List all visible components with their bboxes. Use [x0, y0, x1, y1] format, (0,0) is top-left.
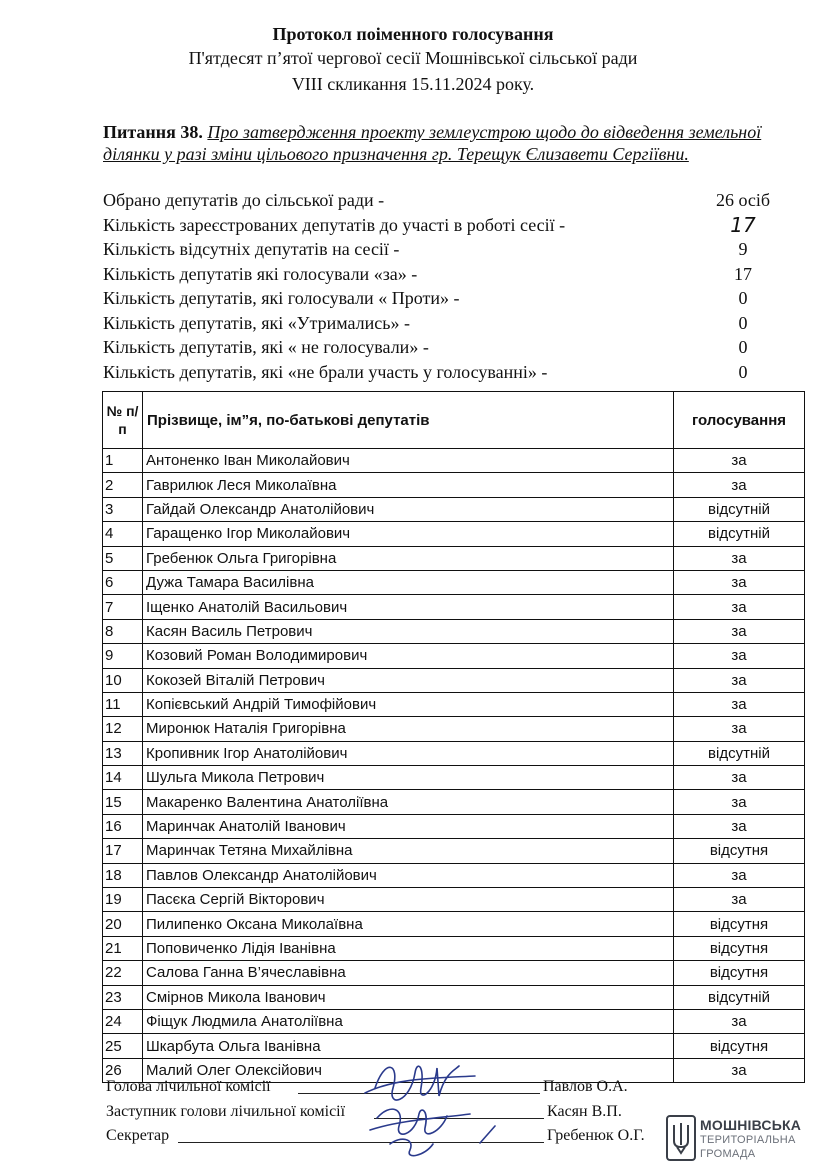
- stat-row: [103, 262, 783, 287]
- row-number: 22: [103, 961, 143, 985]
- deputy-name: Кропивник Ігор Анатолійович: [143, 741, 674, 765]
- stat-label: Кількість відсутніх депутатів на сесії -: [103, 239, 400, 259]
- table-row: [103, 497, 805, 521]
- table-row: [103, 717, 805, 741]
- deputy-name: Малий Олег Олексійович: [143, 1058, 674, 1082]
- deputy-name: Антоненко Іван Миколайович: [143, 449, 674, 473]
- table-row: [103, 692, 805, 716]
- table-row: [103, 741, 805, 765]
- signature-role: Секретар: [106, 1127, 170, 1144]
- deputy-name: Козовий Роман Володимирович: [143, 644, 674, 668]
- vote-result: відсутній: [674, 522, 805, 546]
- row-number: 13: [103, 741, 143, 765]
- vote-result: відсутня: [674, 1034, 805, 1058]
- vote-result: за: [674, 449, 805, 473]
- table-row: [103, 644, 805, 668]
- row-number: 17: [103, 839, 143, 863]
- stat-label: Кількість зареєстрованих депутатів до участі в роботі сесії -: [103, 214, 566, 235]
- deputy-name: Кокозей Віталій Петрович: [143, 668, 674, 692]
- table-row: [103, 790, 805, 814]
- vote-result: за: [674, 570, 805, 594]
- row-number: 26: [103, 1058, 143, 1082]
- table-row: [103, 888, 805, 912]
- deputy-name: Іщенко Анатолій Васильович: [143, 595, 674, 619]
- deputy-name: Гаврилюк Леся Миколаївна: [143, 473, 674, 497]
- session-line: П'ятдесят п’ятої чергової сесії Мошнівської сільської ради: [188, 48, 638, 68]
- vote-result: за: [674, 1058, 805, 1082]
- row-number: 4: [103, 522, 143, 546]
- signature-role: Заступник голови лічильної комісії: [106, 1103, 346, 1120]
- row-number: 21: [103, 936, 143, 960]
- table-row: [103, 863, 805, 887]
- table-row: [103, 570, 805, 594]
- table-row: [103, 619, 805, 643]
- vote-statistics: [103, 188, 783, 384]
- vote-result: за: [674, 692, 805, 716]
- vote-result: відсутній: [674, 985, 805, 1009]
- row-number: 8: [103, 619, 143, 643]
- table-row: [103, 546, 805, 570]
- deputy-name: Шкарбута Ольга Іванівна: [143, 1034, 674, 1058]
- row-number: 19: [103, 888, 143, 912]
- row-number: 3: [103, 497, 143, 521]
- deputy-name: Салова Ганна В’ячеславівна: [143, 961, 674, 985]
- deputy-name: Макаренко Валентина Анатоліївна: [143, 790, 674, 814]
- row-number: 7: [103, 595, 143, 619]
- row-number: 24: [103, 1009, 143, 1033]
- deputy-name: Миронюк Наталія Григорівна: [143, 717, 674, 741]
- row-number: 15: [103, 790, 143, 814]
- vote-result: відсутній: [674, 741, 805, 765]
- table-row: [103, 912, 805, 936]
- table-row: [103, 814, 805, 838]
- vote-result: відсутня: [674, 839, 805, 863]
- row-number: 16: [103, 814, 143, 838]
- vote-result: відсутня: [674, 912, 805, 936]
- row-number: 25: [103, 1034, 143, 1058]
- vote-result: відсутня: [674, 936, 805, 960]
- deputy-name: Смірнов Микола Іванович: [143, 985, 674, 1009]
- deputy-name: Маринчак Тетяна Михайлівна: [143, 839, 674, 863]
- row-number: 18: [103, 863, 143, 887]
- vote-result: за: [674, 1009, 805, 1033]
- vote-result: за: [674, 668, 805, 692]
- vote-result: за: [674, 473, 805, 497]
- signature-name: Павлов О.А.: [543, 1078, 628, 1095]
- table-row: [103, 766, 805, 790]
- deputy-name: Копієвський Андрій Тимофійович: [143, 692, 674, 716]
- logo-subtitle: ТЕРИТОРІАЛЬНА: [700, 1134, 796, 1146]
- vote-result: за: [674, 888, 805, 912]
- stat-value: 26 осіб: [715, 190, 771, 210]
- stat-value: 0: [738, 361, 748, 382]
- table-row: [103, 668, 805, 692]
- vote-result: за: [674, 717, 805, 741]
- deputy-name: Дужа Тамара Василівна: [143, 570, 674, 594]
- handwritten-signatures: [355, 1048, 515, 1163]
- table-row: [103, 473, 805, 497]
- table-row: [103, 595, 805, 619]
- header-vote: голосування: [674, 392, 805, 449]
- stat-label: Кількість депутатів які голосували «за» -: [103, 263, 418, 284]
- logo-title: МОШНІВСЬКА: [700, 1117, 802, 1133]
- convocation-date-line: VIII скликання 15.11.2024 року.: [291, 74, 535, 94]
- table-row: [103, 839, 805, 863]
- deputy-name: Павлов Олександр Анатолійович: [143, 863, 674, 887]
- stat-value: 0: [738, 288, 748, 308]
- stat-row: [103, 335, 783, 360]
- table-row: [103, 449, 805, 473]
- row-number: 1: [103, 449, 143, 473]
- question-text: Про затвердження проекту землеустрою щодо до відведення земельної ділянки у разі зміни цільового призначення гр. Терещук Єлизавети Сергіївни.: [103, 122, 762, 164]
- table-row: [103, 961, 805, 985]
- table-row: [103, 985, 805, 1009]
- stat-row: [103, 360, 783, 385]
- logo-subtitle: ГРОМАДА: [700, 1148, 756, 1160]
- vote-result: за: [674, 595, 805, 619]
- signature-name: Гребенюк О.Г.: [547, 1127, 645, 1144]
- community-logo: [666, 1115, 816, 1165]
- deputy-name: Пилипенко Оксана Миколаївна: [143, 912, 674, 936]
- stat-label: Кількість депутатів, які голосували « Проти» -: [103, 288, 460, 308]
- deputy-name: Гребенюк Ольга Григорівна: [143, 546, 674, 570]
- vote-result: за: [674, 644, 805, 668]
- stat-value-handwritten: 17: [730, 212, 756, 237]
- deputy-name: Маринчак Анатолій Іванович: [143, 814, 674, 838]
- stat-row: [103, 213, 783, 238]
- table-header-row: [103, 392, 805, 449]
- vote-result: відсутня: [674, 961, 805, 985]
- agenda-question: [103, 121, 783, 165]
- signature-role: Голова лічильної комісії: [106, 1078, 271, 1095]
- stat-label: Обрано депутатів до сільської ради -: [103, 190, 385, 210]
- protocol-title: Протокол поіменного голосування: [272, 24, 554, 44]
- row-number: 23: [103, 985, 143, 1009]
- stat-value: 17: [734, 263, 752, 284]
- stat-value: 0: [738, 337, 748, 357]
- vote-result: за: [674, 863, 805, 887]
- deputy-name: Поповиченко Лідія Іванівна: [143, 936, 674, 960]
- stat-label: Кількість депутатів, які «Утримались» -: [103, 312, 410, 333]
- row-number: 6: [103, 570, 143, 594]
- deputy-name: Касян Василь Петрович: [143, 619, 674, 643]
- table-row: [103, 1009, 805, 1033]
- table-row: [103, 522, 805, 546]
- row-number: 9: [103, 644, 143, 668]
- row-number: 2: [103, 473, 143, 497]
- deputy-name: Гаращенко Ігор Миколайович: [143, 522, 674, 546]
- table-body: [103, 449, 805, 1083]
- stat-row: [103, 311, 783, 336]
- deputy-name: Гайдай Олександр Анатолійович: [143, 497, 674, 521]
- row-number: 10: [103, 668, 143, 692]
- stat-row: [103, 188, 783, 213]
- stat-label: Кількість депутатів, які « не голосували» -: [103, 337, 429, 357]
- deputy-name: Пасєка Сергій Вікторович: [143, 888, 674, 912]
- stat-value: 0: [738, 312, 748, 333]
- trident-icon: [666, 1115, 696, 1161]
- vote-result: за: [674, 790, 805, 814]
- row-number: 5: [103, 546, 143, 570]
- roll-call-table: [102, 391, 805, 1083]
- vote-result: відсутній: [674, 497, 805, 521]
- row-number: 14: [103, 766, 143, 790]
- deputy-name: Шульга Микола Петрович: [143, 766, 674, 790]
- deputy-name: Фіщук Людмила Анатоліївна: [143, 1009, 674, 1033]
- row-number: 12: [103, 717, 143, 741]
- stat-row: [103, 237, 783, 262]
- stat-row: [103, 286, 783, 311]
- row-number: 20: [103, 912, 143, 936]
- signature-name: Касян В.П.: [547, 1103, 622, 1120]
- vote-result: за: [674, 814, 805, 838]
- stat-label: Кількість депутатів, які «не брали участь у голосуванні» -: [103, 361, 548, 382]
- vote-result: за: [674, 766, 805, 790]
- vote-result: за: [674, 546, 805, 570]
- vote-result: за: [674, 619, 805, 643]
- row-number: 11: [103, 692, 143, 716]
- header-name: Прізвище, ім”я, по-батькові депутатів: [143, 392, 674, 449]
- table-row: [103, 936, 805, 960]
- header-number: № п/п: [103, 392, 143, 449]
- stat-value: 9: [738, 239, 748, 259]
- question-number: Питання 38.: [103, 122, 203, 142]
